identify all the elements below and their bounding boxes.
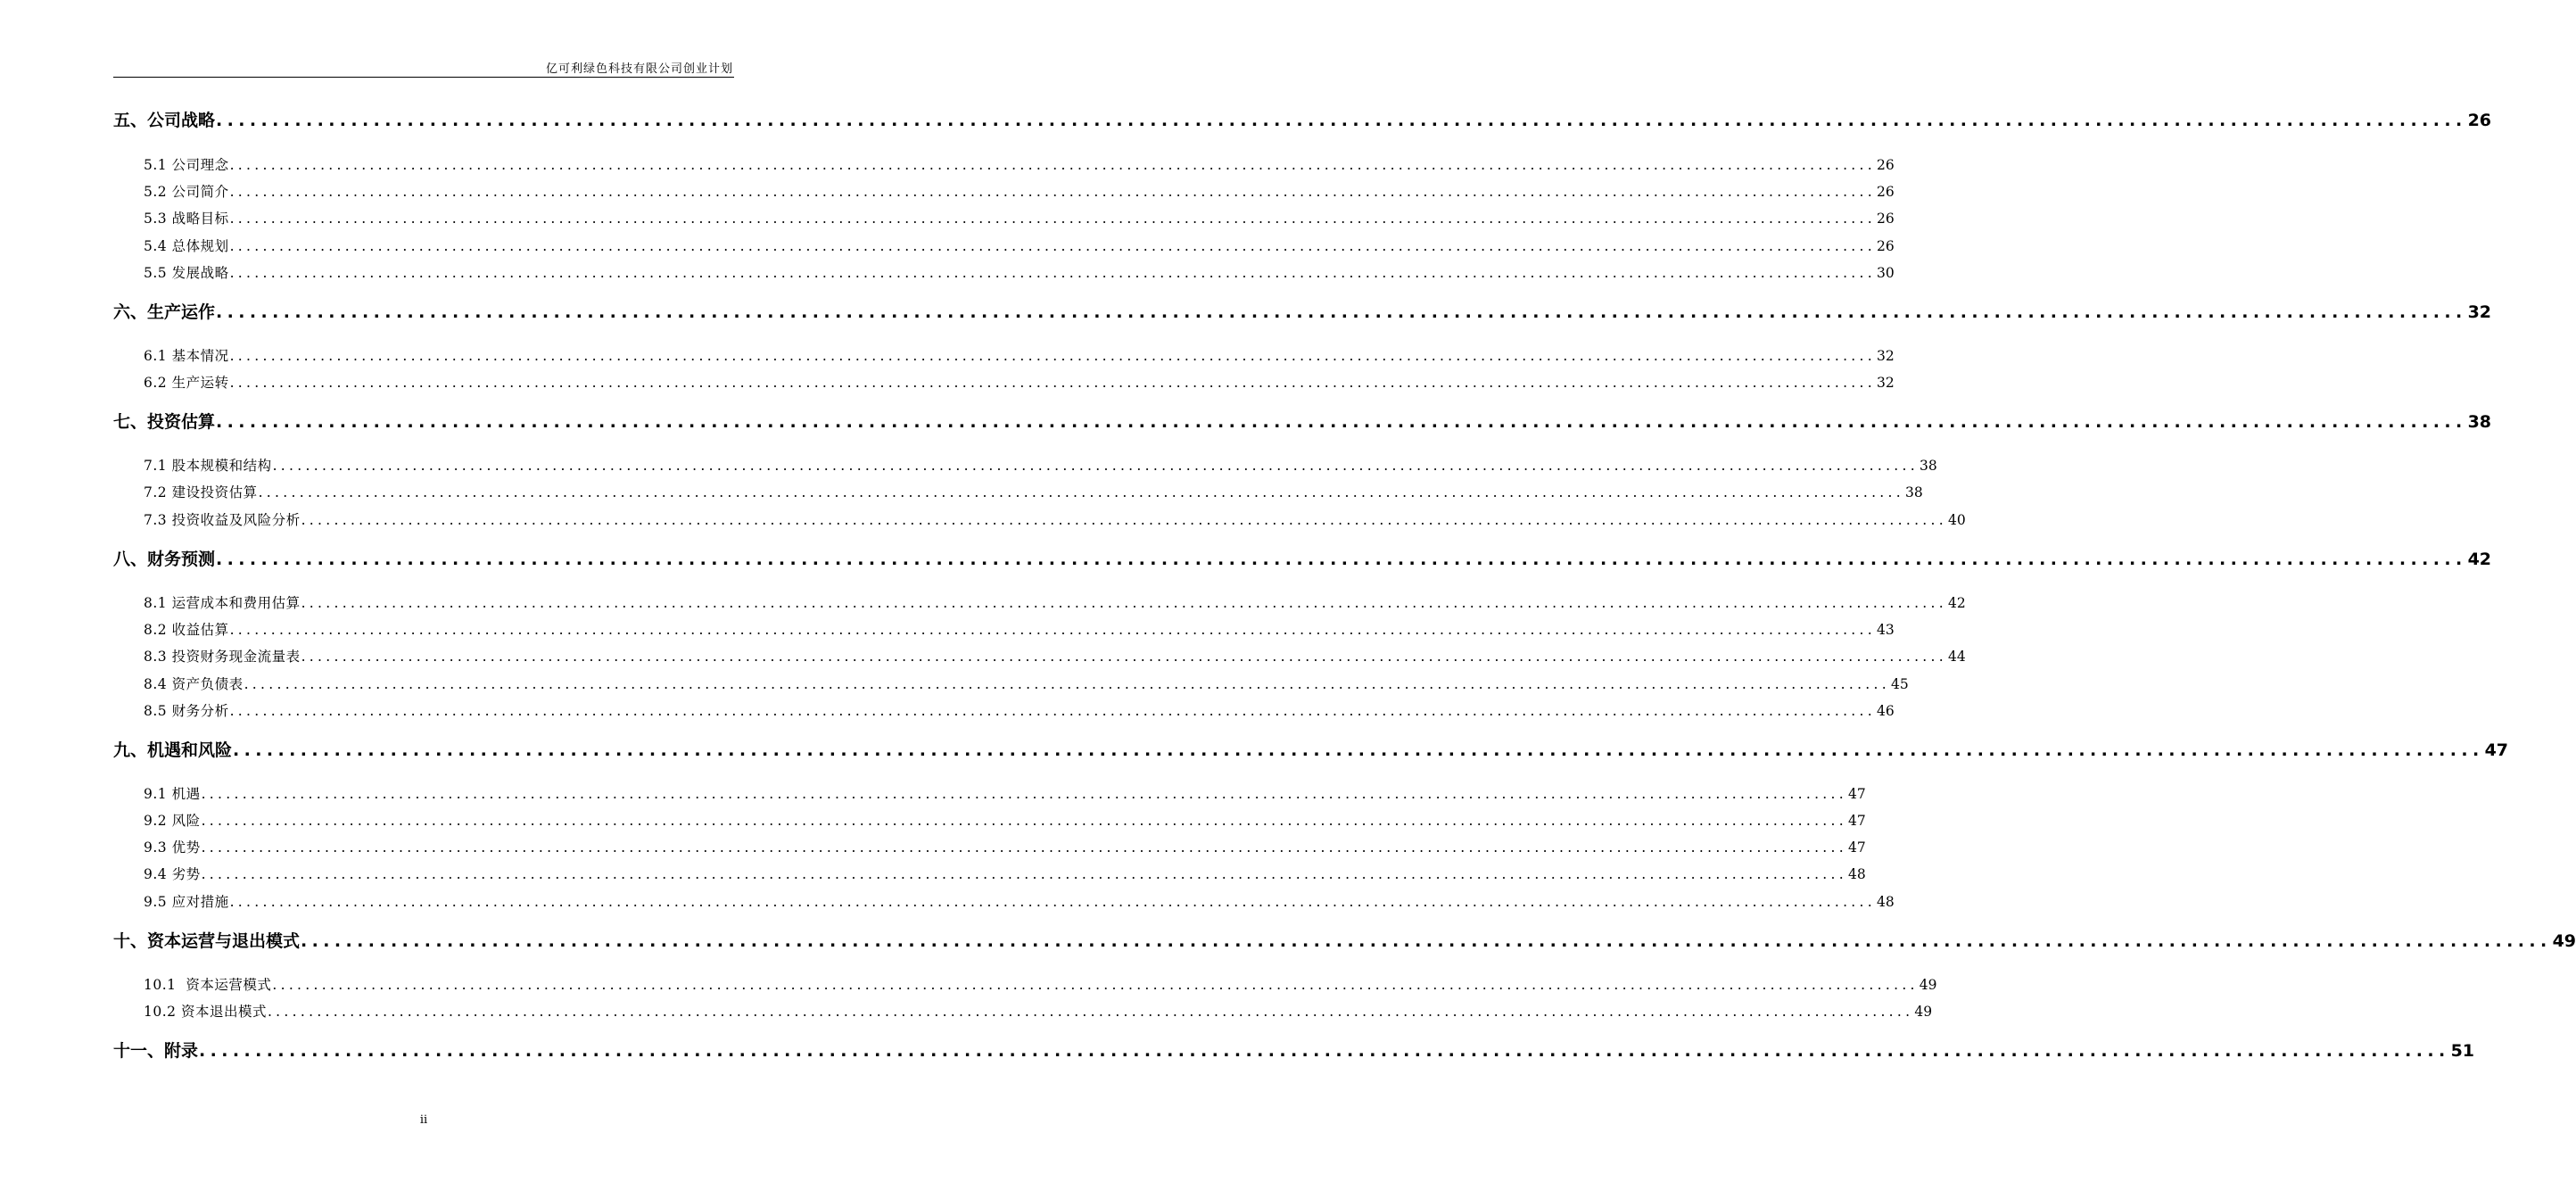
toc-leader-dots: ........................................................................................................................................................................................................ xyxy=(229,894,1876,910)
toc-entry-9-2[interactable] xyxy=(144,809,1866,832)
toc-leader-dots: ........................................................................................................................................................................................................ xyxy=(229,211,1876,227)
toc-entry-9-5[interactable] xyxy=(144,890,1895,914)
toc-entry-7-1[interactable] xyxy=(144,454,1937,477)
toc-entry-title: 6.2 生产运转 xyxy=(144,375,229,391)
toc-entry-5-5[interactable] xyxy=(144,261,1895,285)
toc-entry-page: 45 xyxy=(1890,676,1909,692)
toc-entry-10-2[interactable] xyxy=(144,1000,1933,1023)
toc-leader-dots: ........................................................................................................................................................................................................ xyxy=(258,484,1904,500)
toc-entry-5-4[interactable] xyxy=(144,235,1895,258)
toc-entry-title: 8.3 投资财务现金流量表 xyxy=(144,649,301,665)
toc-entry-title: 9.4 劣势 xyxy=(144,866,201,882)
toc-entry-page: 26 xyxy=(1876,211,1895,227)
toc-entry-page: 49 xyxy=(1919,977,1937,993)
toc-entry-page: 42 xyxy=(2467,550,2492,569)
toc-entry-title: 10.2 资本退出模式 xyxy=(144,1004,267,1020)
toc-entry-title: 9.3 优势 xyxy=(144,839,201,856)
toc-entry-title: 7.2 建设投资估算 xyxy=(144,484,258,500)
toc-entry-page: 26 xyxy=(1876,184,1895,200)
toc-entry-8-2[interactable] xyxy=(144,618,1895,641)
toc-entry-page: 42 xyxy=(1947,595,1966,611)
toc-entry-section-7[interactable] xyxy=(113,409,2492,435)
toc-leader-dots: ........................................................................................................................................................................................................ xyxy=(216,302,2467,322)
toc-leader-dots: ........................................................................................................................................................................................................ xyxy=(216,412,2467,432)
toc-entry-8-3[interactable] xyxy=(144,645,1966,668)
page-number: ii xyxy=(419,1113,428,1127)
toc-entry-title: 7.1 股本规模和结构 xyxy=(144,458,272,474)
toc-leader-dots: ........................................................................................................................................................................................................ xyxy=(267,1004,1914,1020)
toc-entry-page: 48 xyxy=(1876,894,1895,910)
toc-entry-6-2[interactable] xyxy=(144,371,1895,394)
toc-entry-title: 5.1 公司理念 xyxy=(144,157,229,173)
toc-entry-title: 5.2 公司简介 xyxy=(144,184,229,200)
toc-leader-dots: ........................................................................................................................................................................................................ xyxy=(216,550,2467,569)
toc-entry-title: 8.4 资产负债表 xyxy=(144,676,244,692)
toc-entry-page: 32 xyxy=(1876,375,1895,391)
toc-leader-dots: ........................................................................................................................................................................................................ xyxy=(301,595,1947,611)
toc-entry-title: 七、投资估算 xyxy=(113,412,216,432)
toc-leader-dots: ........................................................................................................................................................................................................ xyxy=(229,375,1876,391)
toc-entry-page: 44 xyxy=(1947,649,1966,665)
toc-entry-page: 48 xyxy=(1847,866,1866,882)
toc-entry-section-8[interactable] xyxy=(113,546,2492,573)
toc-entry-page: 46 xyxy=(1876,703,1895,719)
toc-entry-5-1[interactable] xyxy=(144,153,1895,177)
toc-entry-8-5[interactable] xyxy=(144,699,1895,723)
toc-entry-title: 8.2 收益估算 xyxy=(144,622,229,638)
toc-leader-dots: ........................................................................................................................................................................................................ xyxy=(229,622,1876,638)
toc-entry-page: 40 xyxy=(1947,512,1966,528)
toc-entry-title: 8.1 运营成本和费用估算 xyxy=(144,595,301,611)
toc-leader-dots: ........................................................................................................................................................................................................ xyxy=(272,977,1919,993)
toc-entry-page: 38 xyxy=(2467,412,2492,432)
toc-entry-title: 九、机遇和风险 xyxy=(113,740,233,760)
toc-entry-page: 51 xyxy=(2450,1041,2475,1061)
toc-leader-dots: ........................................................................................................................................................................................................ xyxy=(301,931,2552,951)
toc-entry-section-11[interactable] xyxy=(113,1038,2475,1064)
toc-entry-page: 26 xyxy=(1876,238,1895,254)
toc-entry-page: 30 xyxy=(1876,265,1895,281)
toc-entry-title: 八、财务预测 xyxy=(113,550,216,569)
toc-leader-dots: ........................................................................................................................................................................................................ xyxy=(201,813,1847,829)
header-rule xyxy=(113,77,734,78)
toc-entry-10-1[interactable] xyxy=(144,973,1937,996)
toc-entry-title: 十一、附录 xyxy=(113,1041,199,1061)
toc-entry-page: 32 xyxy=(2467,302,2492,322)
toc-entry-page: 26 xyxy=(2467,111,2492,130)
toc-entry-section-5[interactable] xyxy=(113,107,2492,134)
toc-leader-dots: ........................................................................................................................................................................................................ xyxy=(201,866,1847,882)
toc-entry-page: 49 xyxy=(1914,1004,1933,1020)
toc-leader-dots: ........................................................................................................................................................................................................ xyxy=(216,111,2467,130)
toc-leader-dots: ........................................................................................................................................................................................................ xyxy=(272,458,1919,474)
toc-entry-title: 6.1 基本情况 xyxy=(144,348,229,364)
toc-entry-page: 49 xyxy=(2552,931,2576,951)
toc-entry-page: 26 xyxy=(1876,157,1895,173)
toc-entry-page: 32 xyxy=(1876,348,1895,364)
toc-entry-section-10[interactable] xyxy=(113,928,2576,955)
toc-entry-title: 9.2 风险 xyxy=(144,813,201,829)
toc-entry-8-4[interactable] xyxy=(144,673,1909,696)
toc-entry-title: 5.5 发展战略 xyxy=(144,265,229,281)
toc-entry-title: 5.3 战略目标 xyxy=(144,211,229,227)
toc-leader-dots: ........................................................................................................................................................................................................ xyxy=(301,649,1947,665)
toc-entry-title: 9.1 机遇 xyxy=(144,786,201,802)
toc-entry-title: 8.5 财务分析 xyxy=(144,703,229,719)
toc-entry-title: 六、生产运作 xyxy=(113,302,216,322)
toc-leader-dots: ........................................................................................................................................................................................................ xyxy=(244,676,1890,692)
toc-entry-title: 5.4 总体规划 xyxy=(144,238,229,254)
toc-entry-9-3[interactable] xyxy=(144,836,1866,859)
toc-entry-5-3[interactable] xyxy=(144,207,1895,230)
toc-leader-dots: ........................................................................................................................................................................................................ xyxy=(229,265,1876,281)
toc-entry-section-9[interactable] xyxy=(113,737,2509,764)
toc-leader-dots: ........................................................................................................................................................................................................ xyxy=(229,348,1876,364)
toc-leader-dots: ........................................................................................................................................................................................................ xyxy=(201,839,1847,856)
toc-leader-dots: ........................................................................................................................................................................................................ xyxy=(233,740,2484,760)
toc-entry-title: 7.3 投资收益及风险分析 xyxy=(144,512,301,528)
toc-entry-7-2[interactable] xyxy=(144,481,1923,504)
toc-leader-dots: ........................................................................................................................................................................................................ xyxy=(229,703,1876,719)
toc-entry-title: 9.5 应对措施 xyxy=(144,894,229,910)
toc-leader-dots: ........................................................................................................................................................................................................ xyxy=(229,184,1876,200)
toc-entry-title: 10.1 资本运营模式 xyxy=(144,977,272,993)
toc-entry-page: 47 xyxy=(1847,839,1866,856)
toc-leader-dots: ........................................................................................................................................................................................................ xyxy=(301,512,1947,528)
toc-entry-page: 47 xyxy=(1847,813,1866,829)
toc-entry-8-1[interactable] xyxy=(144,591,1966,615)
toc-entry-9-1[interactable] xyxy=(144,782,1866,806)
toc-entry-page: 47 xyxy=(1847,786,1866,802)
toc-entry-5-2[interactable] xyxy=(144,180,1895,203)
toc-entry-7-3[interactable] xyxy=(144,509,1966,532)
toc-leader-dots: ........................................................................................................................................................................................................ xyxy=(229,238,1876,254)
page-header-title: 亿可利绿色科技有限公司创业计划 xyxy=(545,62,733,76)
toc-entry-page: 43 xyxy=(1876,622,1895,638)
toc-leader-dots: ........................................................................................................................................................................................................ xyxy=(201,786,1847,802)
toc-leader-dots: ........................................................................................................................................................................................................ xyxy=(229,157,1876,173)
toc-entry-page: 38 xyxy=(1904,484,1923,500)
toc-entry-title: 五、公司战略 xyxy=(113,111,216,130)
toc-leader-dots: ........................................................................................................................................................................................................ xyxy=(199,1041,2450,1061)
toc-entry-9-4[interactable] xyxy=(144,863,1866,886)
toc-entry-section-6[interactable] xyxy=(113,299,2492,326)
toc-entry-title: 十、资本运营与退出模式 xyxy=(113,931,301,951)
toc-entry-page: 47 xyxy=(2484,740,2509,760)
toc-entry-6-1[interactable] xyxy=(144,344,1895,368)
toc-entry-page: 38 xyxy=(1919,458,1937,474)
